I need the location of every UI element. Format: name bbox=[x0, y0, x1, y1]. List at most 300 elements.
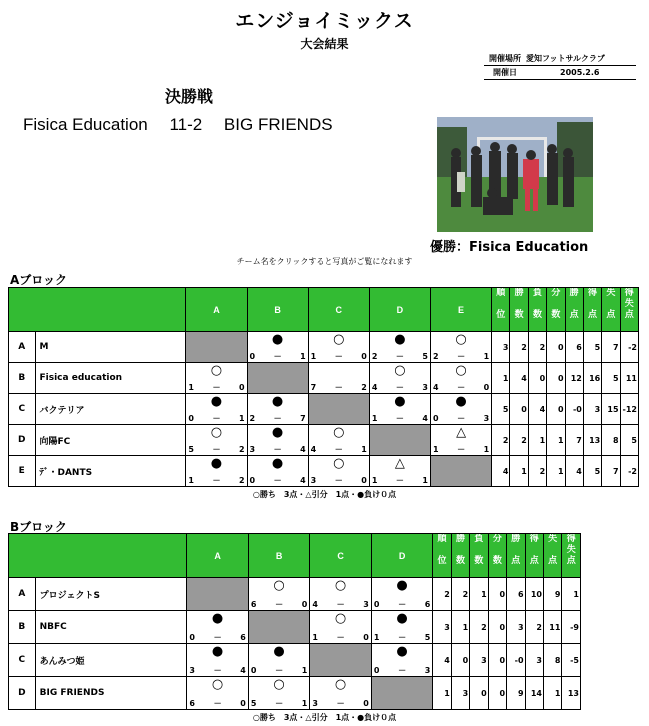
stat-value: 3 bbox=[451, 677, 469, 710]
score-dash: － bbox=[336, 699, 345, 708]
score-dash: － bbox=[457, 383, 466, 392]
team-name-link[interactable]: ﾃﾞ・DANTS bbox=[35, 456, 186, 487]
date-value: 2005.2.6 bbox=[560, 68, 600, 77]
self-match-cell bbox=[247, 363, 308, 394]
match-score bbox=[188, 476, 244, 485]
match-cell bbox=[310, 578, 372, 611]
match-cell bbox=[186, 394, 247, 425]
self-match-cell bbox=[430, 456, 491, 487]
score-against: 0 bbox=[361, 352, 367, 361]
score-dash: － bbox=[336, 633, 345, 642]
match-cell bbox=[430, 332, 491, 363]
venue-row bbox=[484, 52, 636, 66]
score-for: 2 bbox=[249, 414, 256, 423]
final-heading: 決勝戦 bbox=[165, 87, 214, 106]
team-row bbox=[9, 456, 639, 487]
match-score bbox=[250, 445, 306, 454]
score-dash: － bbox=[334, 383, 343, 392]
header-row bbox=[9, 288, 639, 332]
match-cell-content bbox=[370, 394, 430, 424]
score-for: 1 bbox=[373, 633, 380, 642]
stat-value: 4 bbox=[565, 456, 583, 487]
team-name-link[interactable]: あんみつ姫 bbox=[35, 644, 187, 677]
stat-value: 3 bbox=[507, 611, 525, 644]
stat-header-bottom: 点 bbox=[529, 556, 539, 566]
stat-header-bottom: 点 bbox=[624, 310, 634, 320]
loss-dot-icon: ● bbox=[396, 644, 408, 659]
stat-value: 1 bbox=[433, 677, 451, 710]
score-for: 0 bbox=[373, 600, 380, 609]
stat-value: 1 bbox=[543, 677, 561, 710]
champion-label: 優勝：Fisica Education bbox=[430, 240, 589, 255]
stat-value: 10 bbox=[525, 578, 543, 611]
stat-header-top: 分 bbox=[492, 534, 502, 544]
stat-header bbox=[488, 534, 506, 578]
match-cell-content bbox=[249, 677, 310, 709]
stat-value: 0 bbox=[547, 394, 565, 425]
score-against: 5 bbox=[424, 633, 431, 642]
match-cell bbox=[369, 332, 430, 363]
match-cell bbox=[371, 611, 433, 644]
score-for: 3 bbox=[312, 699, 318, 708]
match-score bbox=[372, 383, 428, 392]
stat-value: 6 bbox=[507, 578, 525, 611]
team-name-link[interactable]: プロジェクトS bbox=[35, 578, 187, 611]
team-row bbox=[9, 332, 639, 363]
match-cell-content bbox=[248, 332, 308, 362]
match-cell bbox=[248, 578, 310, 611]
match-score bbox=[433, 352, 489, 361]
team-name-link[interactable]: Fisica education bbox=[35, 363, 186, 394]
block-b-table bbox=[8, 533, 581, 710]
match-score bbox=[311, 445, 367, 454]
date-label: 開催日 bbox=[493, 68, 517, 77]
score-for: 6 bbox=[189, 699, 195, 708]
stat-value: 1 bbox=[547, 425, 565, 456]
match-cell-content bbox=[310, 677, 371, 709]
match-score bbox=[312, 600, 369, 609]
match-cell-content bbox=[248, 456, 308, 486]
score-dash: － bbox=[275, 666, 284, 675]
score-for: 1 bbox=[312, 633, 318, 642]
match-cell-content bbox=[309, 363, 369, 393]
match-score bbox=[189, 666, 246, 675]
stat-header-bottom: 数 bbox=[514, 310, 524, 320]
match-score bbox=[311, 383, 367, 392]
match-cell-content bbox=[309, 425, 369, 455]
match-score bbox=[251, 699, 308, 708]
score-dash: － bbox=[273, 476, 282, 485]
team-row bbox=[9, 363, 639, 394]
venue-value: 愛知フットサルクラブ bbox=[526, 54, 605, 63]
page-subtitle: 大会結果 bbox=[300, 37, 349, 51]
score-for: 5 bbox=[250, 699, 257, 708]
team-name-link[interactable]: バクテリア bbox=[35, 394, 186, 425]
loss-dot-icon: ● bbox=[211, 611, 224, 626]
stat-header-top: 勝 bbox=[511, 534, 521, 544]
score-for: 0 bbox=[249, 476, 256, 485]
stat-value: -2 bbox=[620, 456, 638, 487]
stat-value: 1 bbox=[547, 456, 565, 487]
match-score bbox=[374, 600, 431, 609]
match-cell bbox=[186, 425, 247, 456]
score-dash: － bbox=[212, 476, 221, 485]
date-row bbox=[484, 66, 636, 80]
win-circle-icon: ○ bbox=[334, 677, 347, 692]
score-for: 7 bbox=[310, 383, 317, 392]
stat-value: 4 bbox=[492, 456, 510, 487]
opponent-header-d: D bbox=[369, 288, 430, 332]
score-dash: － bbox=[398, 600, 407, 609]
stat-header-bottom: 数 bbox=[551, 310, 561, 320]
team-row bbox=[9, 644, 581, 677]
score-against: 6 bbox=[240, 633, 246, 642]
match-cell bbox=[308, 456, 369, 487]
stat-value: 16 bbox=[583, 363, 601, 394]
stat-value: 0 bbox=[510, 394, 528, 425]
score-against: 0 bbox=[483, 383, 490, 392]
score-dash: － bbox=[336, 600, 345, 609]
match-score bbox=[311, 352, 367, 361]
match-score bbox=[374, 633, 431, 642]
match-cell bbox=[187, 611, 249, 644]
win-circle-icon: ○ bbox=[273, 677, 285, 692]
stat-value: 0 bbox=[488, 644, 506, 677]
match-cell-content bbox=[187, 611, 248, 643]
score-dash: － bbox=[334, 476, 343, 485]
stat-header bbox=[451, 534, 469, 578]
match-cell-content bbox=[431, 332, 491, 362]
team-photo[interactable] bbox=[437, 117, 593, 232]
stat-value: 3 bbox=[492, 332, 510, 363]
match-cell-content bbox=[370, 456, 430, 486]
stat-value: 2 bbox=[528, 332, 546, 363]
opponent-header-d: D bbox=[371, 534, 433, 578]
match-cell-content bbox=[310, 611, 371, 643]
match-score bbox=[188, 414, 244, 423]
match-score bbox=[433, 445, 489, 454]
stat-value: 2 bbox=[510, 425, 528, 456]
match-cell-content bbox=[309, 332, 369, 362]
stat-value: -0 bbox=[565, 394, 583, 425]
match-score bbox=[250, 476, 306, 485]
block-b-label: Bブロック bbox=[10, 520, 67, 534]
match-cell bbox=[247, 425, 308, 456]
score-dash: － bbox=[275, 600, 284, 609]
stat-header-bottom: 点 bbox=[511, 556, 521, 566]
score-against: 5 bbox=[422, 352, 428, 361]
opponent-header-b: B bbox=[248, 534, 310, 578]
final-score: Fisica Education 11-2 BIG FRIENDS bbox=[23, 115, 333, 134]
score-against: 4 bbox=[422, 414, 428, 423]
win-circle-icon: ○ bbox=[455, 363, 467, 378]
stat-value: -9 bbox=[562, 611, 581, 644]
loss-dot-icon: ● bbox=[394, 332, 406, 347]
stat-value: 1 bbox=[510, 456, 528, 487]
score-against: 0 bbox=[363, 699, 369, 708]
stat-header bbox=[547, 288, 565, 332]
match-cell-content bbox=[186, 394, 246, 424]
match-score bbox=[251, 600, 308, 609]
score-against: 1 bbox=[422, 476, 428, 485]
team-name-link[interactable]: M bbox=[35, 332, 186, 363]
match-score bbox=[311, 476, 367, 485]
team-photo-image bbox=[437, 117, 593, 232]
loss-dot-icon: ● bbox=[271, 425, 284, 440]
score-against: 0 bbox=[240, 699, 246, 708]
stat-value: 0 bbox=[547, 363, 565, 394]
loss-dot-icon: ● bbox=[271, 456, 284, 471]
match-cell bbox=[247, 456, 308, 487]
stat-value: 7 bbox=[565, 425, 583, 456]
stat-value: 0 bbox=[488, 578, 506, 611]
stat-value: 8 bbox=[543, 644, 561, 677]
row-letter: D bbox=[9, 677, 36, 710]
stat-header bbox=[562, 534, 581, 578]
stat-header-top: 得 失 bbox=[566, 534, 576, 555]
stat-value: 0 bbox=[451, 644, 469, 677]
score-against: 2 bbox=[238, 445, 245, 454]
legend: ○勝ち 3点・△引分 1点・●負け０点 bbox=[252, 490, 397, 499]
stat-header bbox=[507, 534, 525, 578]
score-against: 3 bbox=[363, 600, 369, 609]
row-letter: C bbox=[9, 644, 36, 677]
score-dash: － bbox=[398, 633, 407, 642]
stat-value: 1 bbox=[528, 425, 546, 456]
score-for: 1 bbox=[371, 476, 378, 485]
stat-header-bottom: 数 bbox=[532, 310, 542, 320]
score-against: 0 bbox=[238, 383, 245, 392]
score-against: 1 bbox=[238, 414, 245, 423]
score-for: 3 bbox=[310, 476, 317, 485]
stat-value: 5 bbox=[620, 425, 638, 456]
match-cell-content bbox=[370, 332, 430, 362]
stat-header bbox=[525, 534, 543, 578]
match-cell-content bbox=[431, 363, 491, 393]
stat-header bbox=[492, 288, 510, 332]
stat-value: 11 bbox=[543, 611, 561, 644]
score-dash: － bbox=[212, 445, 221, 454]
stat-header-bottom: 点 bbox=[569, 310, 579, 320]
legend: ○勝ち 3点・△引分 1点・●負け０点 bbox=[252, 713, 397, 722]
team-row bbox=[9, 677, 581, 710]
stat-header-bottom: 点 bbox=[606, 310, 616, 320]
match-score bbox=[372, 414, 428, 423]
win-circle-icon: ○ bbox=[273, 578, 285, 593]
match-cell bbox=[369, 394, 430, 425]
loss-dot-icon: ● bbox=[271, 332, 284, 347]
stat-value: 3 bbox=[470, 644, 488, 677]
draw-triangle-icon: △ bbox=[394, 456, 405, 471]
row-letter: C bbox=[9, 394, 36, 425]
row-letter: D bbox=[9, 425, 36, 456]
match-score bbox=[372, 352, 428, 361]
stat-value: 3 bbox=[433, 611, 451, 644]
score-against: 1 bbox=[301, 666, 308, 675]
loss-dot-icon: ● bbox=[394, 394, 406, 409]
stat-header-top: 得 bbox=[529, 534, 539, 544]
match-cell bbox=[248, 644, 310, 677]
loss-dot-icon: ● bbox=[455, 394, 467, 409]
opponent-header-c: C bbox=[310, 534, 372, 578]
score-dash: － bbox=[457, 352, 466, 361]
score-for: 1 bbox=[371, 414, 378, 423]
loss-dot-icon: ● bbox=[271, 394, 284, 409]
match-score bbox=[312, 633, 369, 642]
stat-header-bottom: 数 bbox=[455, 556, 465, 566]
win-circle-icon: ○ bbox=[210, 363, 223, 378]
score-dash: － bbox=[395, 414, 404, 423]
self-match-cell bbox=[310, 644, 372, 677]
match-cell bbox=[248, 677, 310, 710]
match-cell bbox=[247, 394, 308, 425]
match-cell-content bbox=[186, 456, 246, 486]
header-corner bbox=[9, 534, 187, 578]
score-for: 1 bbox=[432, 445, 439, 454]
score-dash: － bbox=[212, 383, 221, 392]
match-score bbox=[433, 383, 489, 392]
score-dash: － bbox=[395, 476, 404, 485]
match-cell-content bbox=[249, 578, 310, 610]
block-a-table bbox=[8, 287, 639, 487]
match-cell bbox=[371, 644, 433, 677]
click-hint: チーム名をクリックすると写真がご覧になれます bbox=[236, 257, 413, 266]
stat-value: 11 bbox=[620, 363, 638, 394]
score-against: 1 bbox=[483, 352, 490, 361]
match-score bbox=[188, 383, 244, 392]
team-name-link[interactable]: 向陽FC bbox=[35, 425, 186, 456]
stat-value: 3 bbox=[583, 394, 601, 425]
match-cell-content bbox=[186, 425, 246, 455]
match-score bbox=[251, 666, 308, 675]
loss-dot-icon: ● bbox=[210, 394, 223, 409]
stat-header-bottom: 位 bbox=[437, 556, 447, 566]
stat-header-top: 順 bbox=[496, 288, 506, 298]
match-cell-content bbox=[370, 363, 430, 393]
stat-header-bottom: 点 bbox=[566, 556, 576, 566]
stat-header-top: 勝 bbox=[514, 288, 524, 298]
stat-value: -0 bbox=[507, 644, 525, 677]
score-for: 6 bbox=[250, 600, 257, 609]
score-for: 5 bbox=[188, 445, 194, 454]
stat-header-top: 勝 bbox=[569, 288, 579, 298]
self-match-cell bbox=[308, 394, 369, 425]
self-match-cell bbox=[248, 611, 310, 644]
win-circle-icon: ○ bbox=[210, 425, 223, 440]
match-cell bbox=[430, 394, 491, 425]
match-cell-content bbox=[187, 644, 248, 676]
row-letter: A bbox=[9, 578, 36, 611]
opponent-header-c: C bbox=[308, 288, 369, 332]
win-circle-icon: ○ bbox=[334, 611, 347, 626]
loss-dot-icon: ● bbox=[396, 611, 408, 626]
team-name-link[interactable]: NBFC bbox=[35, 611, 187, 644]
score-against: 4 bbox=[300, 445, 306, 454]
stat-header-bottom: 数 bbox=[492, 556, 502, 566]
team-row bbox=[9, 611, 581, 644]
match-cell bbox=[369, 456, 430, 487]
stat-value: 1 bbox=[562, 578, 581, 611]
score-against: 1 bbox=[301, 699, 308, 708]
match-cell bbox=[308, 363, 369, 394]
stat-header bbox=[510, 288, 528, 332]
stat-value: -12 bbox=[620, 394, 638, 425]
score-against: 0 bbox=[363, 633, 369, 642]
score-against: 0 bbox=[301, 600, 308, 609]
win-circle-icon: ○ bbox=[455, 332, 467, 347]
stat-header-top: 得 失 bbox=[624, 288, 634, 309]
stat-value: 0 bbox=[470, 677, 488, 710]
score-against: 2 bbox=[238, 476, 245, 485]
score-against: 6 bbox=[424, 600, 431, 609]
stat-value: 2 bbox=[510, 332, 528, 363]
score-against: 4 bbox=[240, 666, 246, 675]
stat-value: 13 bbox=[583, 425, 601, 456]
team-name-link[interactable]: BIG FRIENDS bbox=[35, 677, 187, 710]
stat-header-top: 負 bbox=[474, 534, 484, 544]
match-cell bbox=[310, 611, 372, 644]
loss-dot-icon: ● bbox=[273, 644, 285, 659]
match-score bbox=[188, 445, 244, 454]
stat-value: 2 bbox=[451, 578, 469, 611]
stat-value: 8 bbox=[602, 425, 620, 456]
row-letter: E bbox=[9, 456, 36, 487]
match-cell bbox=[310, 677, 372, 710]
stat-value: 2 bbox=[470, 611, 488, 644]
opponent-header-a: A bbox=[187, 534, 249, 578]
stat-value: 1 bbox=[470, 578, 488, 611]
stat-header-bottom: 位 bbox=[496, 310, 506, 320]
loss-dot-icon: ● bbox=[210, 456, 223, 471]
stat-value: 2 bbox=[433, 578, 451, 611]
opponent-header-e: E bbox=[430, 288, 491, 332]
row-letter: A bbox=[9, 332, 36, 363]
match-score bbox=[250, 414, 306, 423]
stat-header-bottom: 点 bbox=[548, 556, 558, 566]
score-dash: － bbox=[334, 352, 343, 361]
score-for: 0 bbox=[250, 666, 257, 675]
match-cell bbox=[371, 578, 433, 611]
stat-value: 0 bbox=[547, 332, 565, 363]
stat-value: 5 bbox=[583, 456, 601, 487]
match-cell-content bbox=[309, 456, 369, 486]
score-for: 0 bbox=[373, 666, 380, 675]
stat-value: 15 bbox=[602, 394, 620, 425]
self-match-cell bbox=[187, 578, 249, 611]
match-cell-content bbox=[310, 578, 371, 610]
stat-value: 4 bbox=[528, 394, 546, 425]
score-for: 1 bbox=[188, 383, 194, 392]
stat-value: 1 bbox=[492, 363, 510, 394]
match-cell bbox=[186, 456, 247, 487]
page-title: エンジョイミックス bbox=[235, 10, 414, 32]
match-score bbox=[189, 699, 246, 708]
stat-header-top: 勝 bbox=[455, 534, 465, 544]
stat-header bbox=[565, 288, 583, 332]
stat-value: 6 bbox=[565, 332, 583, 363]
match-score bbox=[433, 414, 489, 423]
stat-header bbox=[528, 288, 546, 332]
match-score bbox=[250, 352, 306, 361]
win-circle-icon: ○ bbox=[333, 456, 345, 471]
stat-value: 2 bbox=[528, 456, 546, 487]
match-score bbox=[312, 699, 369, 708]
stat-header bbox=[583, 288, 601, 332]
stat-header bbox=[433, 534, 451, 578]
match-cell-content bbox=[431, 394, 491, 424]
match-score bbox=[372, 476, 428, 485]
match-cell bbox=[187, 644, 249, 677]
